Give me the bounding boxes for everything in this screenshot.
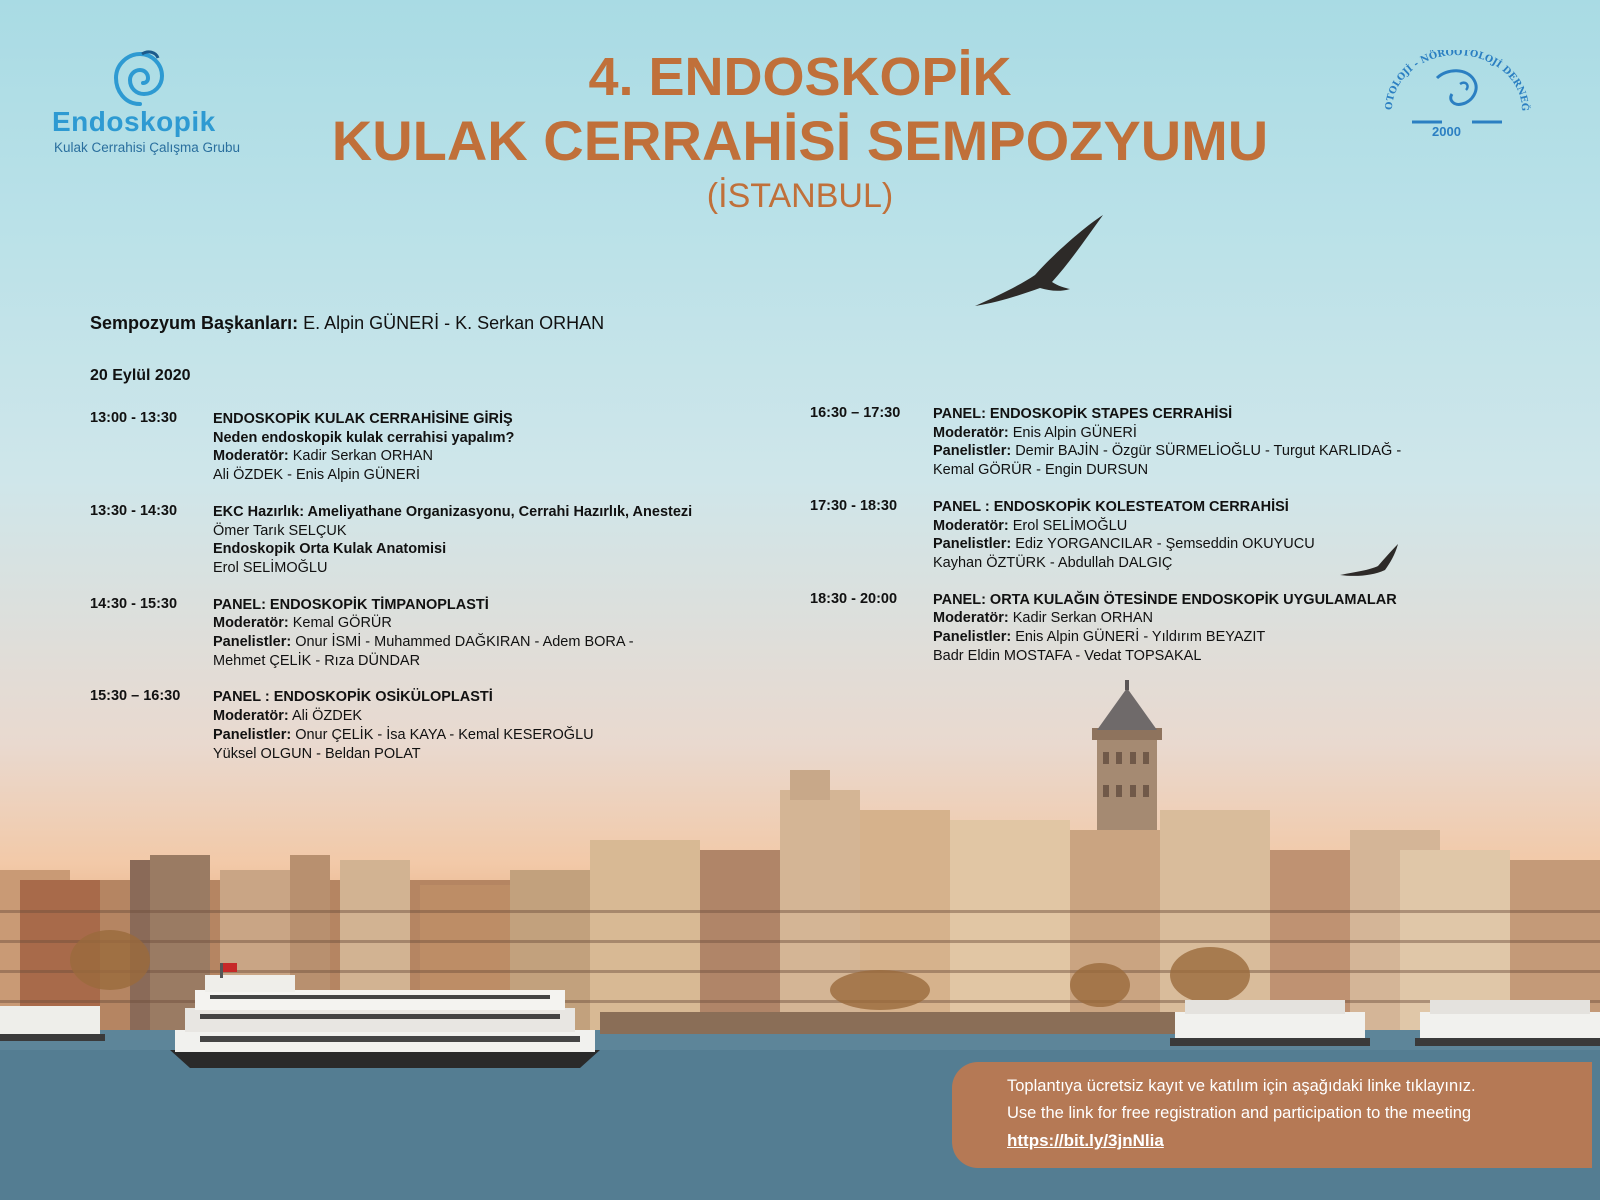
session-title: Endoskopik Orta Kulak Anatomisi — [213, 541, 447, 558]
session-title: PANEL: ENDOSKOPİK STAPES CERRAHİSİ — [933, 406, 1233, 422]
chairs-label: Sempozyum Başkanları: — [90, 313, 299, 333]
moderator-label: Moderatör: — [213, 448, 289, 465]
registration-text-en: Use the link for free registration and participation to the meeting — [1007, 1104, 1472, 1122]
symposium-chairs — [90, 313, 604, 334]
session-time: 18:30 - 20:00 — [810, 590, 898, 607]
panelists-label: Panelistler: — [933, 536, 1012, 553]
session-title: PANEL : ENDOSKOPİK KOLESTEATOM CERRAHİSİ — [933, 498, 1289, 515]
session-title: PANEL: ORTA KULAĞIN ÖTESİNDE ENDOSKOPİK UYGULAMALAR — [933, 591, 1397, 608]
panelists-line — [213, 633, 790, 652]
panelists-line-2: Kayhan ÖZTÜRK - Abdullah DALGIÇ — [933, 554, 1173, 571]
moderator-name: Kadir Serkan ORHAN — [1008, 610, 1153, 627]
panelists-names: Enis Alpin GÜNERİ - Yıldırım BEYAZIT — [1011, 629, 1266, 646]
seagull-icon — [975, 215, 1103, 306]
session-item — [90, 596, 790, 671]
panelists-names: Ediz YORGANCILAR - Şemseddin OKUYUCU — [1011, 536, 1315, 553]
registration-banner — [952, 1062, 1592, 1168]
moderator-line — [933, 517, 1510, 536]
moderator-name: Enis Alpin GÜNERİ — [1008, 424, 1137, 441]
moderator-name: Kemal GÖRÜR — [288, 615, 392, 632]
session-title: ENDOSKOPİK KULAK CERRAHİSİNE GİRİŞ — [213, 411, 513, 427]
session-time: 13:30 - 14:30 — [90, 502, 178, 519]
panelists-line — [933, 535, 1510, 554]
moderator-line — [933, 609, 1510, 628]
panelists-line-2: Kemal GÖRÜR - Engin DURSUN — [933, 462, 1149, 479]
session-time: 13:00 - 13:30 — [90, 410, 178, 426]
session-item — [810, 498, 1510, 573]
title-city: (İSTANBUL) — [706, 177, 894, 215]
session-item — [90, 503, 790, 578]
panelists-line-2: Yüksel OLGUN - Beldan POLAT — [213, 745, 421, 762]
galata-tower-icon — [1092, 680, 1162, 830]
moderator-label: Moderatör: — [213, 615, 289, 632]
society-arc-text: OTOLOJİ - NÖROOTOLOJİ DERNEĞ — [1383, 50, 1531, 112]
moderator-line — [213, 707, 790, 726]
panelists-line — [213, 726, 790, 745]
session-time: 15:30 – 16:30 — [90, 688, 181, 705]
panelists-label: Panelistler: — [933, 629, 1012, 646]
session-subtitle: Neden endoskopik kulak cerrahisi yapalım? — [213, 429, 515, 446]
registration-link[interactable]: https://bit.ly/3jnNlia — [1007, 1131, 1164, 1150]
moderator-label: Moderatör: — [213, 708, 289, 725]
session-title: PANEL : ENDOSKOPİK OSİKÜLOPLASTİ — [213, 689, 493, 706]
event-date: 20 Eylül 2020 — [90, 367, 191, 384]
panelists-line-2: Badr Eldin MOSTAFA - Vedat TOPSAKAL — [933, 647, 1202, 664]
moderator-name: Ali ÖZDEK — [288, 708, 363, 725]
moderator-line — [213, 447, 790, 466]
session-title: PANEL: ENDOSKOPİK TİMPANOPLASTİ — [213, 596, 489, 613]
chairs-names: E. Alpin GÜNERİ - K. Serkan ORHAN — [298, 313, 605, 333]
panelists-label: Panelistler: — [933, 443, 1012, 460]
title-line-1: 4. ENDOSKOPİK — [588, 47, 1012, 107]
title-line-2: KULAK CERRAHİSİ SEMPOZYUMU — [331, 109, 1269, 172]
moderator-name: Kadir Serkan ORHAN — [288, 448, 433, 465]
panelists-label: Panelistler: — [213, 726, 292, 743]
session-item — [90, 688, 790, 763]
session-time: 14:30 - 15:30 — [90, 595, 178, 612]
moderator-line — [213, 614, 790, 633]
speaker-line: Erol SELİMOĞLU — [213, 559, 328, 576]
panelists-line — [933, 628, 1510, 647]
panelists-label: Panelistler: — [213, 634, 292, 651]
logo-subtitle-text: Kulak Cerrahisi Çalışma Grubu — [54, 140, 241, 155]
speakers-line: Ali ÖZDEK - Enis Alpin GÜNERİ — [213, 467, 421, 484]
speaker-line: Ömer Tarık SELÇUK — [213, 522, 347, 539]
session-item — [90, 410, 790, 485]
moderator-label: Moderatör: — [933, 610, 1009, 627]
moderator-label: Moderatör: — [933, 424, 1009, 441]
session-title: EKC Hazırlık: Ameliyathane Organizasyonu, Cerrahi Hazırlık, Anestezi — [213, 503, 693, 520]
moderator-label: Moderatör: — [933, 517, 1009, 534]
program-right-column — [810, 405, 1510, 683]
registration-text-tr: Toplantıya ücretsiz kayıt ve katılım için aşağıdaki linke tıklayınız. — [1007, 1077, 1476, 1095]
society-year: 2000 — [1432, 124, 1461, 139]
panelists-names: Onur ÇELİK - İsa KAYA - Kemal KESEROĞLU — [291, 726, 594, 743]
program-left-column — [90, 410, 790, 781]
panelists-names: Onur İSMİ - Muhammed DAĞKIRAN - Adem BORA - — [291, 634, 634, 651]
panelists-line-2: Mehmet ÇELİK - Rıza DÜNDAR — [213, 652, 421, 669]
panelists-names: Demir BAJİN - Özgür SÜRMELİOĞLU - Turgut KARLIDAĞ - — [1011, 443, 1402, 460]
session-item — [810, 405, 1510, 480]
moderator-line — [933, 424, 1510, 443]
session-time: 17:30 - 18:30 — [810, 497, 898, 514]
panelists-line — [933, 442, 1510, 461]
logo-brand-text: Endoskopik — [52, 106, 216, 137]
moderator-name: Erol SELİMOĞLU — [1008, 517, 1128, 534]
session-time: 16:30 – 17:30 — [810, 405, 901, 421]
session-item — [810, 591, 1510, 666]
